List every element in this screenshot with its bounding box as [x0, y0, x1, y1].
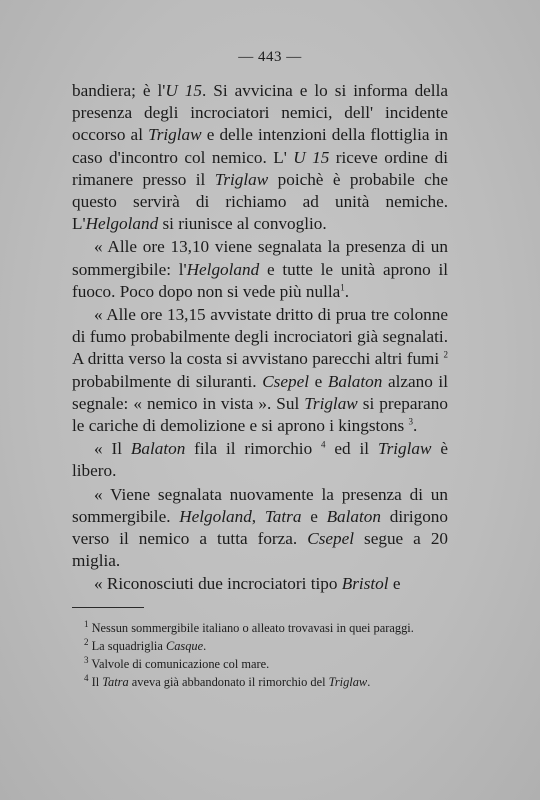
text-run: si riunisce al convoglio.	[158, 214, 327, 234]
paragraph	[72, 573, 448, 595]
text-run: .	[203, 639, 207, 653]
italic-name: Helgoland	[186, 259, 260, 279]
text-run: . Si avvicina e lo si informa della presenza degli incrociatori nemici, dell' incidente occorso al	[72, 81, 448, 145]
footnote-ref: 3	[408, 416, 413, 427]
italic-name: U 15	[293, 147, 330, 167]
italic-name: Balaton	[130, 439, 186, 459]
text-run: .	[367, 675, 371, 689]
text-run: fila il rimorchio	[185, 439, 322, 459]
text-run: e	[301, 506, 327, 526]
italic-name: Tatra	[264, 506, 302, 526]
italic-name: Helgoland	[179, 506, 252, 526]
italic-name: Csepel	[307, 529, 355, 549]
paragraph	[72, 484, 448, 573]
text-run: e	[388, 574, 401, 594]
footnote-ref: 1	[340, 282, 345, 293]
italic-name: Csepel	[262, 371, 309, 391]
text-run: e	[308, 371, 328, 391]
text-run: si preparano le cariche di demolizione e si aprono i kingstons	[72, 393, 448, 436]
italic-name: Balaton	[326, 506, 381, 526]
text-run: bandiera; è l'	[72, 81, 166, 100]
footnotes	[72, 620, 448, 692]
footnote-number: 1	[84, 618, 89, 629]
paragraph	[72, 438, 448, 482]
text-run: probabilmente di siluranti.	[72, 371, 263, 391]
text-run: e tutte le unità aprono il fuoco. Poco dopo non si vede più nulla	[72, 259, 448, 301]
footnote-ref: 2	[443, 349, 448, 360]
italic-name: Tatra	[102, 675, 129, 689]
paragraph	[72, 80, 448, 235]
italic-name: Triglaw	[377, 439, 432, 459]
italic-name: Balaton	[327, 371, 383, 391]
footnote	[72, 674, 448, 691]
text-run: e delle intenzioni della flottiglia in caso d'incontro col nemico. L'	[72, 125, 448, 167]
paragraph	[72, 236, 448, 303]
footnote-separator	[72, 607, 144, 608]
text-run: .	[344, 281, 350, 301]
text-run: « Viene segnalata nuovamente la presenza di un sommergibile.	[72, 484, 448, 526]
body-text	[72, 80, 448, 596]
text-run: « Il	[94, 439, 131, 459]
text-run: « Riconosciuti due incrociatori tipo	[94, 574, 342, 594]
text-run: Nessun sommergibile italiano o alleato trovavasi in quei paraggi.	[91, 621, 414, 635]
footnote-number: 3	[84, 654, 89, 665]
text-run: .	[413, 416, 418, 436]
italic-name: Triglaw	[304, 393, 358, 413]
text-run: Valvole di comunicazione col mare.	[91, 657, 270, 671]
italic-name: Triglaw	[148, 125, 202, 145]
footnote-number: 2	[84, 636, 89, 647]
italic-name: Triglaw	[328, 675, 368, 689]
text-run: poichè è probabile che questo servirà di richiamo ad unità nemiche. L'	[72, 169, 448, 234]
text-run: aveva già abbandonato il rimorchio del	[128, 675, 329, 689]
paragraph	[72, 304, 448, 437]
text-run: La squadriglia	[91, 639, 166, 653]
text-run: Il	[91, 675, 103, 689]
footnote-number: 4	[84, 672, 89, 683]
italic-name: Casque	[165, 639, 204, 653]
text-run: è libero.	[72, 439, 448, 481]
italic-name: U 15	[165, 81, 202, 100]
footnote	[72, 638, 448, 655]
text-run: dirigono verso il nemico a tutta forza.	[72, 506, 448, 549]
italic-name: Triglaw	[214, 169, 269, 189]
italic-name: Helgoland	[85, 214, 159, 234]
text-run: segue a 20 miglia.	[72, 529, 449, 571]
text-run: alzano il segnale: « nemico in vista ». Sul	[72, 371, 448, 413]
text-run: riceve ordine di rimanere presso il	[72, 147, 448, 189]
footnote	[72, 620, 448, 637]
italic-name: Bristol	[341, 574, 389, 594]
text-run: ,	[251, 506, 265, 526]
page-number: — 443 —	[238, 49, 302, 65]
footnote-ref: 4	[321, 439, 326, 450]
text-run: ed il	[325, 439, 378, 459]
footnote	[72, 656, 448, 673]
text-run: « Alle ore 13,10 viene segnalata la presenza di un sommergibile: l'	[72, 237, 448, 279]
text-run: « Alle ore 13,15 avvistate dritto di prua tre colonne di fumo probabilmente degli incrociatori già segnalati. A dritta verso la costa si avvistano parecchi altri fumi	[72, 305, 448, 369]
